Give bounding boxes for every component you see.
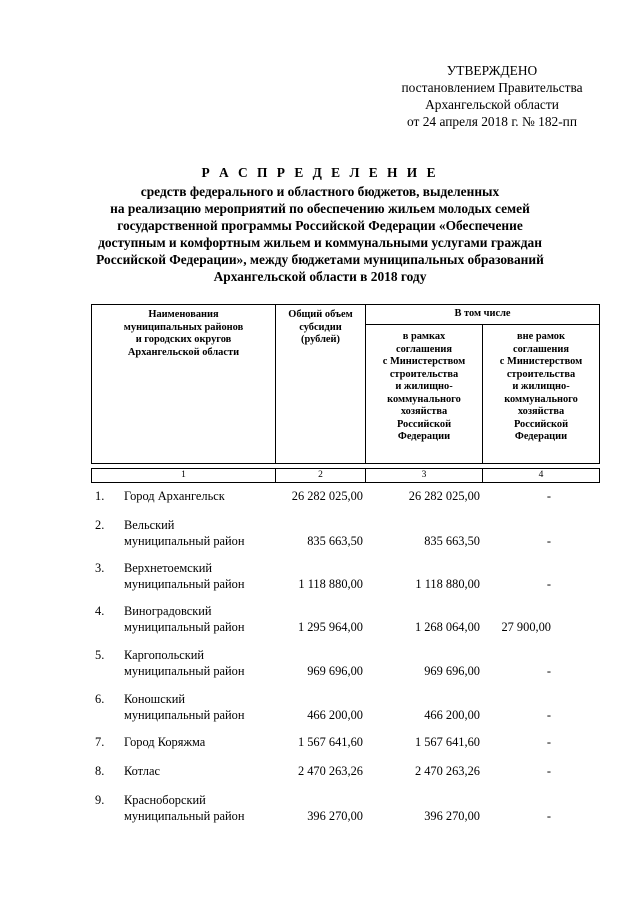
title-line-5: Российской Федерации», между бюджетами муниципальных образований [96,252,544,267]
header-total-line: (рублей) [301,334,340,345]
row-name: муниципальный район [124,577,245,591]
header-outside-agreement [483,325,600,464]
title-line-3: государственной программы Российской Федерации «Обеспечение [117,218,523,233]
header-total [276,305,366,464]
column-number: 4 [483,469,600,483]
row-total: 1 118 880,00 [298,577,363,591]
row-number: 1. [95,489,105,503]
row-name: Красноборский [124,793,206,807]
row-outside: 27 900,00 [501,620,551,634]
row-total: 466 200,00 [307,708,363,722]
row-within: 1 118 880,00 [415,577,480,591]
column-number: 1 [92,469,276,483]
document-title [60,164,580,285]
column-numbers-row [92,469,600,483]
title-line-2: на реализацию мероприятий по обеспечению жильем молодых семей [110,201,530,216]
header-name [92,305,276,464]
row-name: муниципальный район [124,534,245,548]
row-number: 2. [95,518,105,532]
row-within: 2 470 263,26 [414,764,480,778]
header-within-line: Российской [396,418,452,430]
title-line-6: Архангельской области в 2018 году [213,269,427,284]
header-outside-line: вне рамок [517,331,565,342]
header-within-line: и жилищно- [395,381,453,392]
row-within: 396 270,00 [424,809,480,823]
row-number: 6. [95,692,105,706]
approval-block [372,62,612,130]
title-line-4: доступным и комфортным жильем и коммунальными услугами граждан [98,235,542,250]
row-outside: - [546,489,551,503]
header-within-agreement [366,325,483,464]
header-total-line: Общий объем [288,309,353,320]
row-name: Вельский [124,518,175,532]
row-outside: - [546,534,551,548]
row-total: 969 696,00 [307,664,363,678]
row-within: 466 200,00 [424,708,480,722]
row-number: 7. [95,735,105,749]
title-heading: Р А С П Р Е Д Е Л Е Н И Е [201,165,439,180]
header-within-line: хозяйства [400,406,448,417]
row-within: 1 567 641,60 [414,735,480,749]
row-name: Коношский [124,692,185,706]
table-header [91,304,600,483]
row-name: Верхнетоемский [124,561,213,575]
header-outside-line: строительства [506,368,576,380]
row-number: 3. [95,561,105,575]
header-within-line: с Министерством [382,356,466,367]
header-within-line: строительства [389,368,459,380]
row-total: 835 663,50 [307,534,363,548]
row-name: муниципальный район [124,708,245,722]
approval-line-1: УТВЕРЖДЕНО [446,63,538,78]
row-name: муниципальный район [124,809,245,823]
row-outside: - [546,664,551,678]
row-total: 1 567 641,60 [297,735,363,749]
row-outside: - [546,764,551,778]
row-outside: - [546,735,551,749]
row-number: 4. [95,604,105,618]
row-number: 9. [95,793,105,807]
row-outside: - [546,577,551,591]
header-within-line: коммунального [387,393,461,405]
row-name: муниципальный район [124,620,245,634]
column-number: 2 [276,469,366,483]
header-total-line: субсидии [299,321,342,333]
approval-line-2: постановлением Правительства [401,80,583,95]
header-outside-line: коммунального [504,393,578,405]
row-name: Котлас [124,764,160,778]
row-within: 26 282 025,00 [408,489,480,503]
row-within: 969 696,00 [424,664,480,678]
header-name-line: Наименования [148,309,219,320]
row-outside: - [546,809,551,823]
approval-line-4: от 24 апреля 2018 г. № 182-пп [406,114,578,129]
header-within-line: в рамках [402,331,446,342]
header-including: В том числе [366,305,600,325]
header-within-line: соглашения [395,343,452,355]
approval-line-3: Архангельской области [425,97,559,112]
row-within: 835 663,50 [424,534,480,548]
header-name-line: муниципальных районов [123,321,244,333]
column-number: 3 [366,469,483,483]
row-total: 2 470 263,26 [297,764,363,778]
header-name-line: и городских округов [135,334,232,345]
row-name: Каргопольский [124,648,205,662]
header-outside-line: хозяйства [517,406,565,417]
row-name: Город Архангельск [124,489,225,503]
header-outside-line: соглашения [513,343,570,355]
header-outside-line: Федерации [514,431,568,442]
row-within: 1 268 064,00 [414,620,480,634]
row-name: Виноградовский [124,604,212,618]
row-total: 26 282 025,00 [291,489,363,503]
title-line-1: средств федерального и областного бюджетов, выделенных [140,184,500,199]
header-within-line: Федерации [397,431,451,442]
row-number: 8. [95,764,105,778]
header-outside-line: с Министерством [499,356,583,367]
row-total: 1 295 964,00 [297,620,363,634]
row-number: 5. [95,648,105,662]
row-name: муниципальный район [124,664,245,678]
header-outside-line: Российской [513,418,569,430]
header-name-line: Архангельской области [127,346,240,358]
row-name: Город Коряжма [124,735,206,749]
header-outside-line: и жилищно- [512,381,570,392]
row-total: 396 270,00 [307,809,363,823]
row-outside: - [546,708,551,722]
